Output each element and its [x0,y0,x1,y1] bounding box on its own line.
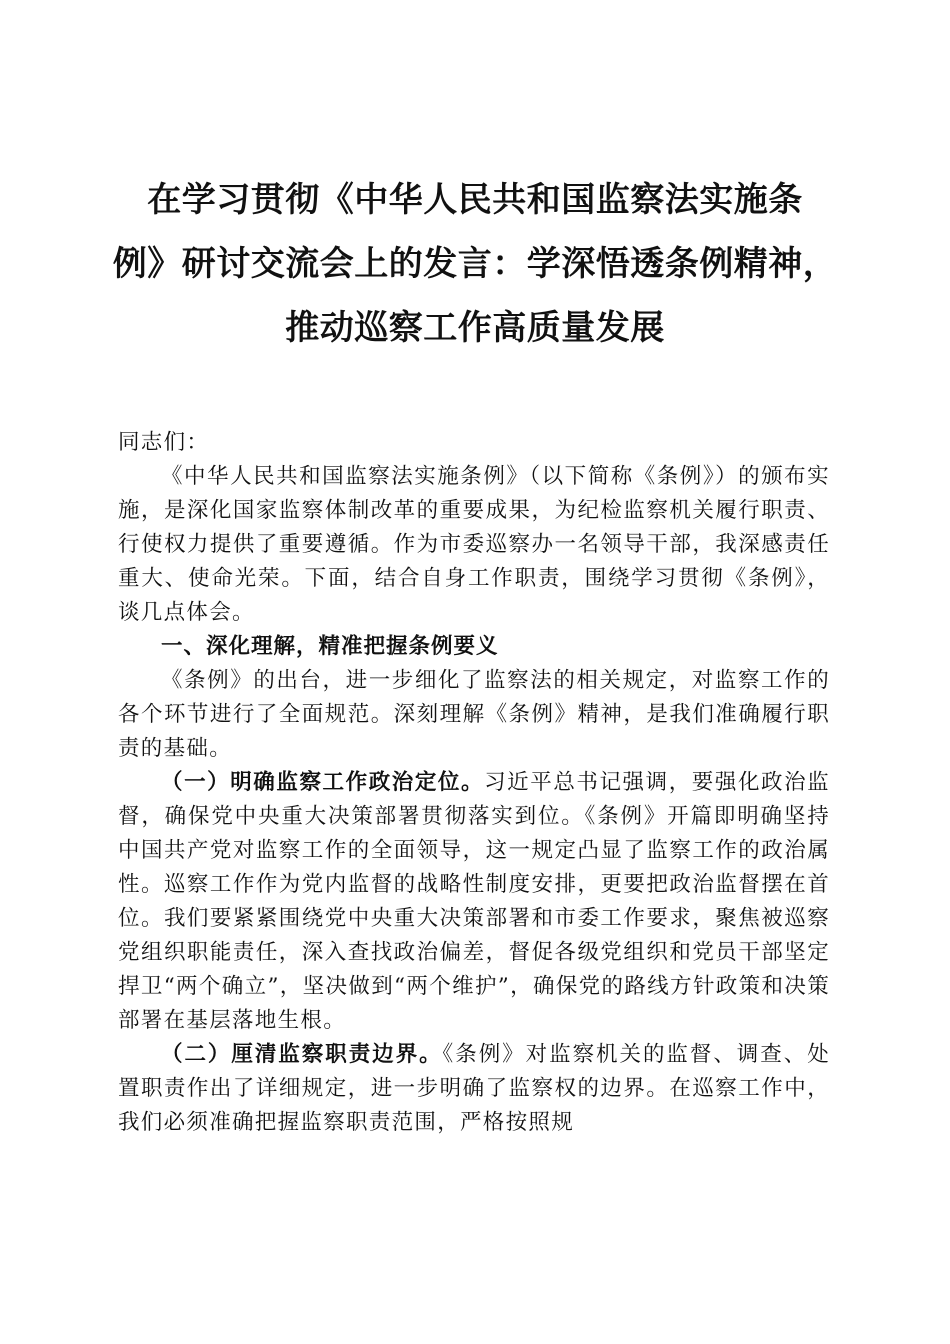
point-two-paragraph [118,1038,830,1140]
section-intro-paragraph: 《条例》的出台，进一步细化了监察法的相关规定，对监察工作的各个环节进行了全面规范。深刻理解《条例》精神，是我们准确履行职责的基础。 [118,668,830,761]
document-title [110,168,840,360]
point-one-body: 习近平总书记强调，要强化政治监督，确保党中央重大决策部署贯彻落实到位。《条例》开篇即明确坚持中国共产党对监察工作的全面领导，这一规定凸显了监察工作的政治属性。巡察工作作为党内监督的战略性制度安排，更要把政治监督摆在首位。我们要紧紧围绕党中央重大决策部署和市委工作要求，聚焦被巡察党组织职能责任，深入查找政治偏差，督促各级党组织和党员干部坚定捍卫“两个确立”，坚决做到“两个维护”，确保党的路线方针政策和决策部署在基层落地生根。 [118,770,830,1033]
document-body [118,426,830,1140]
section-heading: 一、深化理解，精准把握条例要义 [161,634,499,659]
greeting: 同志们： [118,430,210,455]
title-line: 推动巡察工作高质量发展 [285,308,665,348]
point-two-body: 《条例》对监察机关的监督、调查、处置职责作出了详细规定，进一步明确了监察权的边界。在巡察工作中，我们必须准确把握监察职责范围，严格按照规 [118,1042,830,1135]
point-one-paragraph [118,766,830,1038]
intro-paragraph: 《中华人民共和国监察法实施条例》（以下简称《条例》）的颁布实施，是深化国家监察体制改革的重要成果，为纪检监察机关履行职责、行使权力提供了重要遵循。作为市委巡察办一名领导干部，我深感责任重大、使命光荣。下面，结合自身工作职责，围绕学习贯彻《条例》，谈几点体会。 [118,464,830,625]
title-line: 例》研讨交流会上的发言：学深悟透条例精神， [112,244,838,284]
title-line: 在学习贯彻《中华人民共和国监察法实施条 [147,180,803,220]
point-two-lead: （二）厘清监察职责边界。 [161,1042,443,1067]
point-one-lead: （一）明确监察工作政治定位。 [161,770,485,795]
